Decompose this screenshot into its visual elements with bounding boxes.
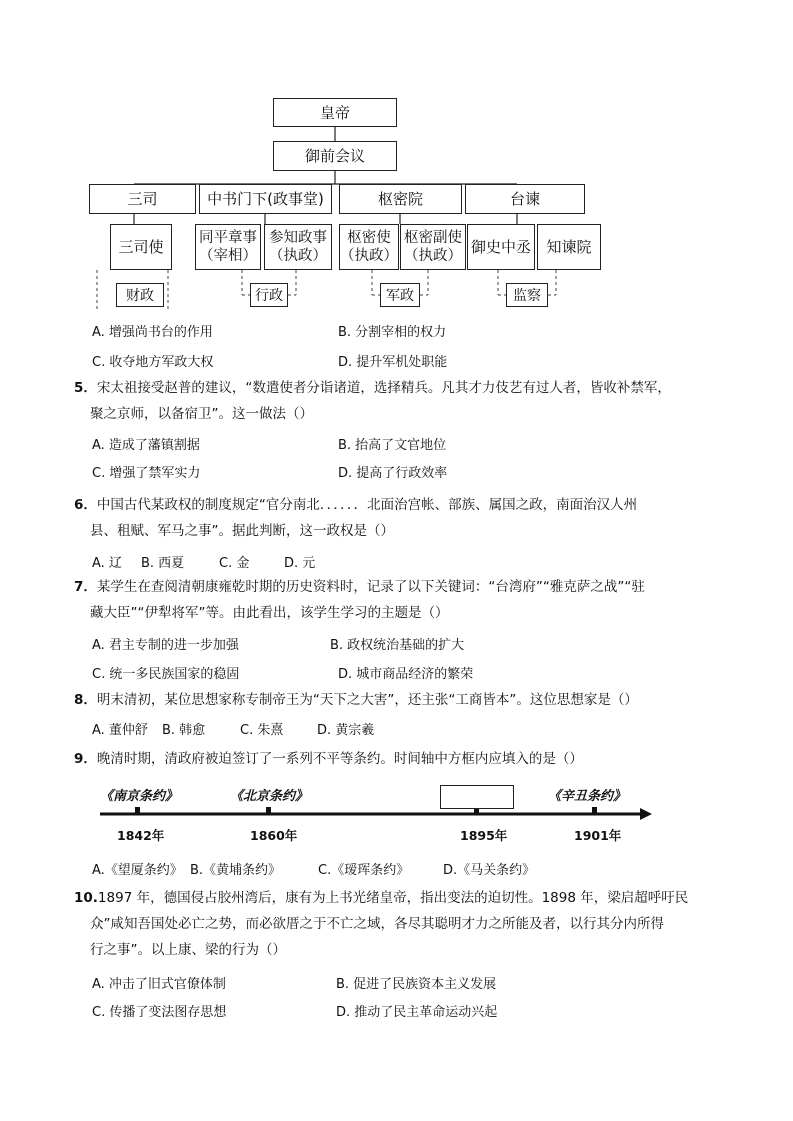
q10-option-a: A. 冲击了旧式官僚体制 — [92, 977, 226, 992]
q10-line1: 1897 年，德国侵占胶州湾后，康有为上书光绪皇帝，指出变法的迫切性。1898 年，梁启超呼吁民 — [97, 890, 689, 906]
timeline-year-1842: 1842年 — [117, 828, 165, 843]
q10-option-c: C. 传播了变法图存思想 — [92, 1005, 227, 1020]
q10-line3: 行之事”。以上康、梁的行为（） — [90, 942, 286, 958]
q5-line2: 聚之京师，以备宿卫”。这一做法（） — [90, 406, 313, 422]
official-line2: （宰相） — [199, 248, 257, 264]
q5-option-a: A. 造成了藩镇割据 — [92, 438, 200, 453]
q7-line1: 某学生在查阅清朝康雍乾时期的历史资料时，记录了以下关键词：“台湾府”“雅克萨之战”“驻 — [96, 579, 645, 595]
q4-option-a: A. 增强尚书台的作用 — [92, 325, 213, 340]
q7-line2: 藏大臣”“伊犁将军”等。由此看出，该学生学习的主题是（） — [90, 605, 449, 621]
official-line1: 枢密副使 — [404, 230, 462, 246]
q9-stem — [74, 748, 583, 770]
official-zhijianyuan: 知谏院 — [537, 224, 601, 270]
q4-option-d: D. 提升军机处职能 — [338, 355, 448, 370]
timeline-year-1860: 1860年 — [250, 828, 298, 843]
official-line2: （执政） — [340, 248, 398, 264]
official-line1: 枢密使 — [347, 230, 391, 246]
q10-option-d: D. 推动了民主革命运动兴起 — [336, 1005, 498, 1020]
q7-option-b: B. 政权统治基础的扩大 — [330, 638, 465, 653]
q6-line2: 县、租赋、军马之事”。据此判断，这一政权是（） — [90, 523, 394, 539]
q9-option-b: B.《黄埔条约》 — [190, 863, 282, 878]
official-shumishi — [339, 224, 399, 270]
q6-option-b: B. 西夏 — [141, 556, 185, 571]
q6-stem — [74, 494, 637, 516]
q6-option-a: A. 辽 — [92, 556, 122, 571]
q9-option-d: D.《马关条约》 — [443, 863, 536, 878]
q8-option-d: D. 黄宗羲 — [317, 723, 375, 738]
q4-option-b: B. 分割宰相的权力 — [338, 325, 447, 340]
official-line1: 同平章事 — [199, 230, 257, 246]
q9-option-a: A.《望厦条约》 — [92, 863, 183, 878]
timeline-treaty-nanjing: 《南京条约》 — [100, 789, 179, 804]
q5-line1: 宋太祖接受赵普的建议，“数遣使者分诣诸道，选择精兵。凡其才力伎艺有过人者，皆收补禁军， — [96, 380, 671, 396]
question-number: 7． — [74, 579, 97, 595]
official-shumifushi — [400, 224, 466, 270]
tag-supervision: 监察 — [506, 283, 548, 307]
q7-option-d: D. 城市商品经济的繁荣 — [338, 667, 474, 682]
timeline-year-1901: 1901年 — [574, 828, 622, 843]
official-canzhizhengshi — [264, 224, 332, 270]
q6-line1: 中国古代某政权的制度规定“官分南北．．．．．．北面治宫帐、部族、属国之政，南面治汉人州 — [96, 497, 638, 513]
q8-option-a: A. 董仲舒 — [92, 723, 148, 738]
question-number: 10. — [74, 890, 98, 906]
sansi-shi-box: 三司使 — [110, 224, 172, 270]
q5-stem — [74, 377, 671, 399]
q5-option-d: D. 提高了行政效率 — [338, 466, 448, 481]
official-yushizhongcheng: 御史中丞 — [467, 224, 535, 270]
q10-line2: 众”咸知吾国处必亡之势，而必欲厝之于不亡之域，各尽其聪明才力之所能及者，以行其分内所得 — [90, 916, 664, 932]
q7-stem — [74, 576, 645, 598]
dept-sansi: 三司 — [89, 184, 196, 214]
dept-zhongshu: 中书门下(政事堂) — [199, 184, 332, 214]
q6-option-c: C. 金 — [219, 556, 250, 571]
q5-option-c: C. 增强了禁军实力 — [92, 466, 201, 481]
q10-stem — [74, 887, 688, 909]
q8-option-c: C. 朱熹 — [240, 723, 284, 738]
official-line1: 参知政事 — [269, 230, 327, 246]
q9-option-c: C.《瑷珲条约》 — [318, 863, 410, 878]
dept-taijian: 台谏 — [465, 184, 585, 214]
q7-option-a: A. 君主专制的进一步加强 — [92, 638, 239, 653]
timeline-blank-box — [440, 785, 514, 809]
question-number: 5． — [74, 380, 97, 396]
official-line2: （执政） — [404, 248, 462, 264]
q8-line1: 明末清初，某位思想家称专制帝王为“天下之大害”，还主张“工商皆本”。这位思想家是（） — [96, 692, 638, 708]
q10-option-b: B. 促进了民族资本主义发展 — [336, 977, 497, 992]
timeline-year-1895: 1895年 — [460, 828, 508, 843]
timeline-treaty-beijing: 《北京条约》 — [230, 789, 309, 804]
question-number: 8． — [74, 692, 97, 708]
dept-shumiyuan: 枢密院 — [339, 184, 462, 214]
question-number: 6． — [74, 497, 97, 513]
council-box: 御前会议 — [273, 141, 397, 171]
q9-line1: 晚清时期，清政府被迫签订了一系列不平等条约。时间轴中方框内应填入的是（） — [96, 751, 583, 767]
q5-option-b: B. 抬高了文官地位 — [338, 438, 447, 453]
q7-option-c: C. 统一多民族国家的稳固 — [92, 667, 240, 682]
q4-option-c: C. 收夺地方军政大权 — [92, 355, 214, 370]
tag-administration: 行政 — [250, 283, 288, 307]
question-number: 9． — [74, 751, 97, 767]
official-tongpingzhangshi — [195, 224, 261, 270]
q6-option-d: D. 元 — [284, 556, 316, 571]
q8-stem — [74, 689, 638, 711]
q8-option-b: B. 韩愈 — [162, 723, 206, 738]
tag-military: 军政 — [380, 283, 420, 307]
tag-finance: 财政 — [116, 283, 164, 307]
official-line2: （执政） — [269, 248, 327, 264]
timeline-treaty-xinchou: 《辛丑条约》 — [548, 789, 627, 804]
emperor-box: 皇帝 — [273, 98, 397, 127]
